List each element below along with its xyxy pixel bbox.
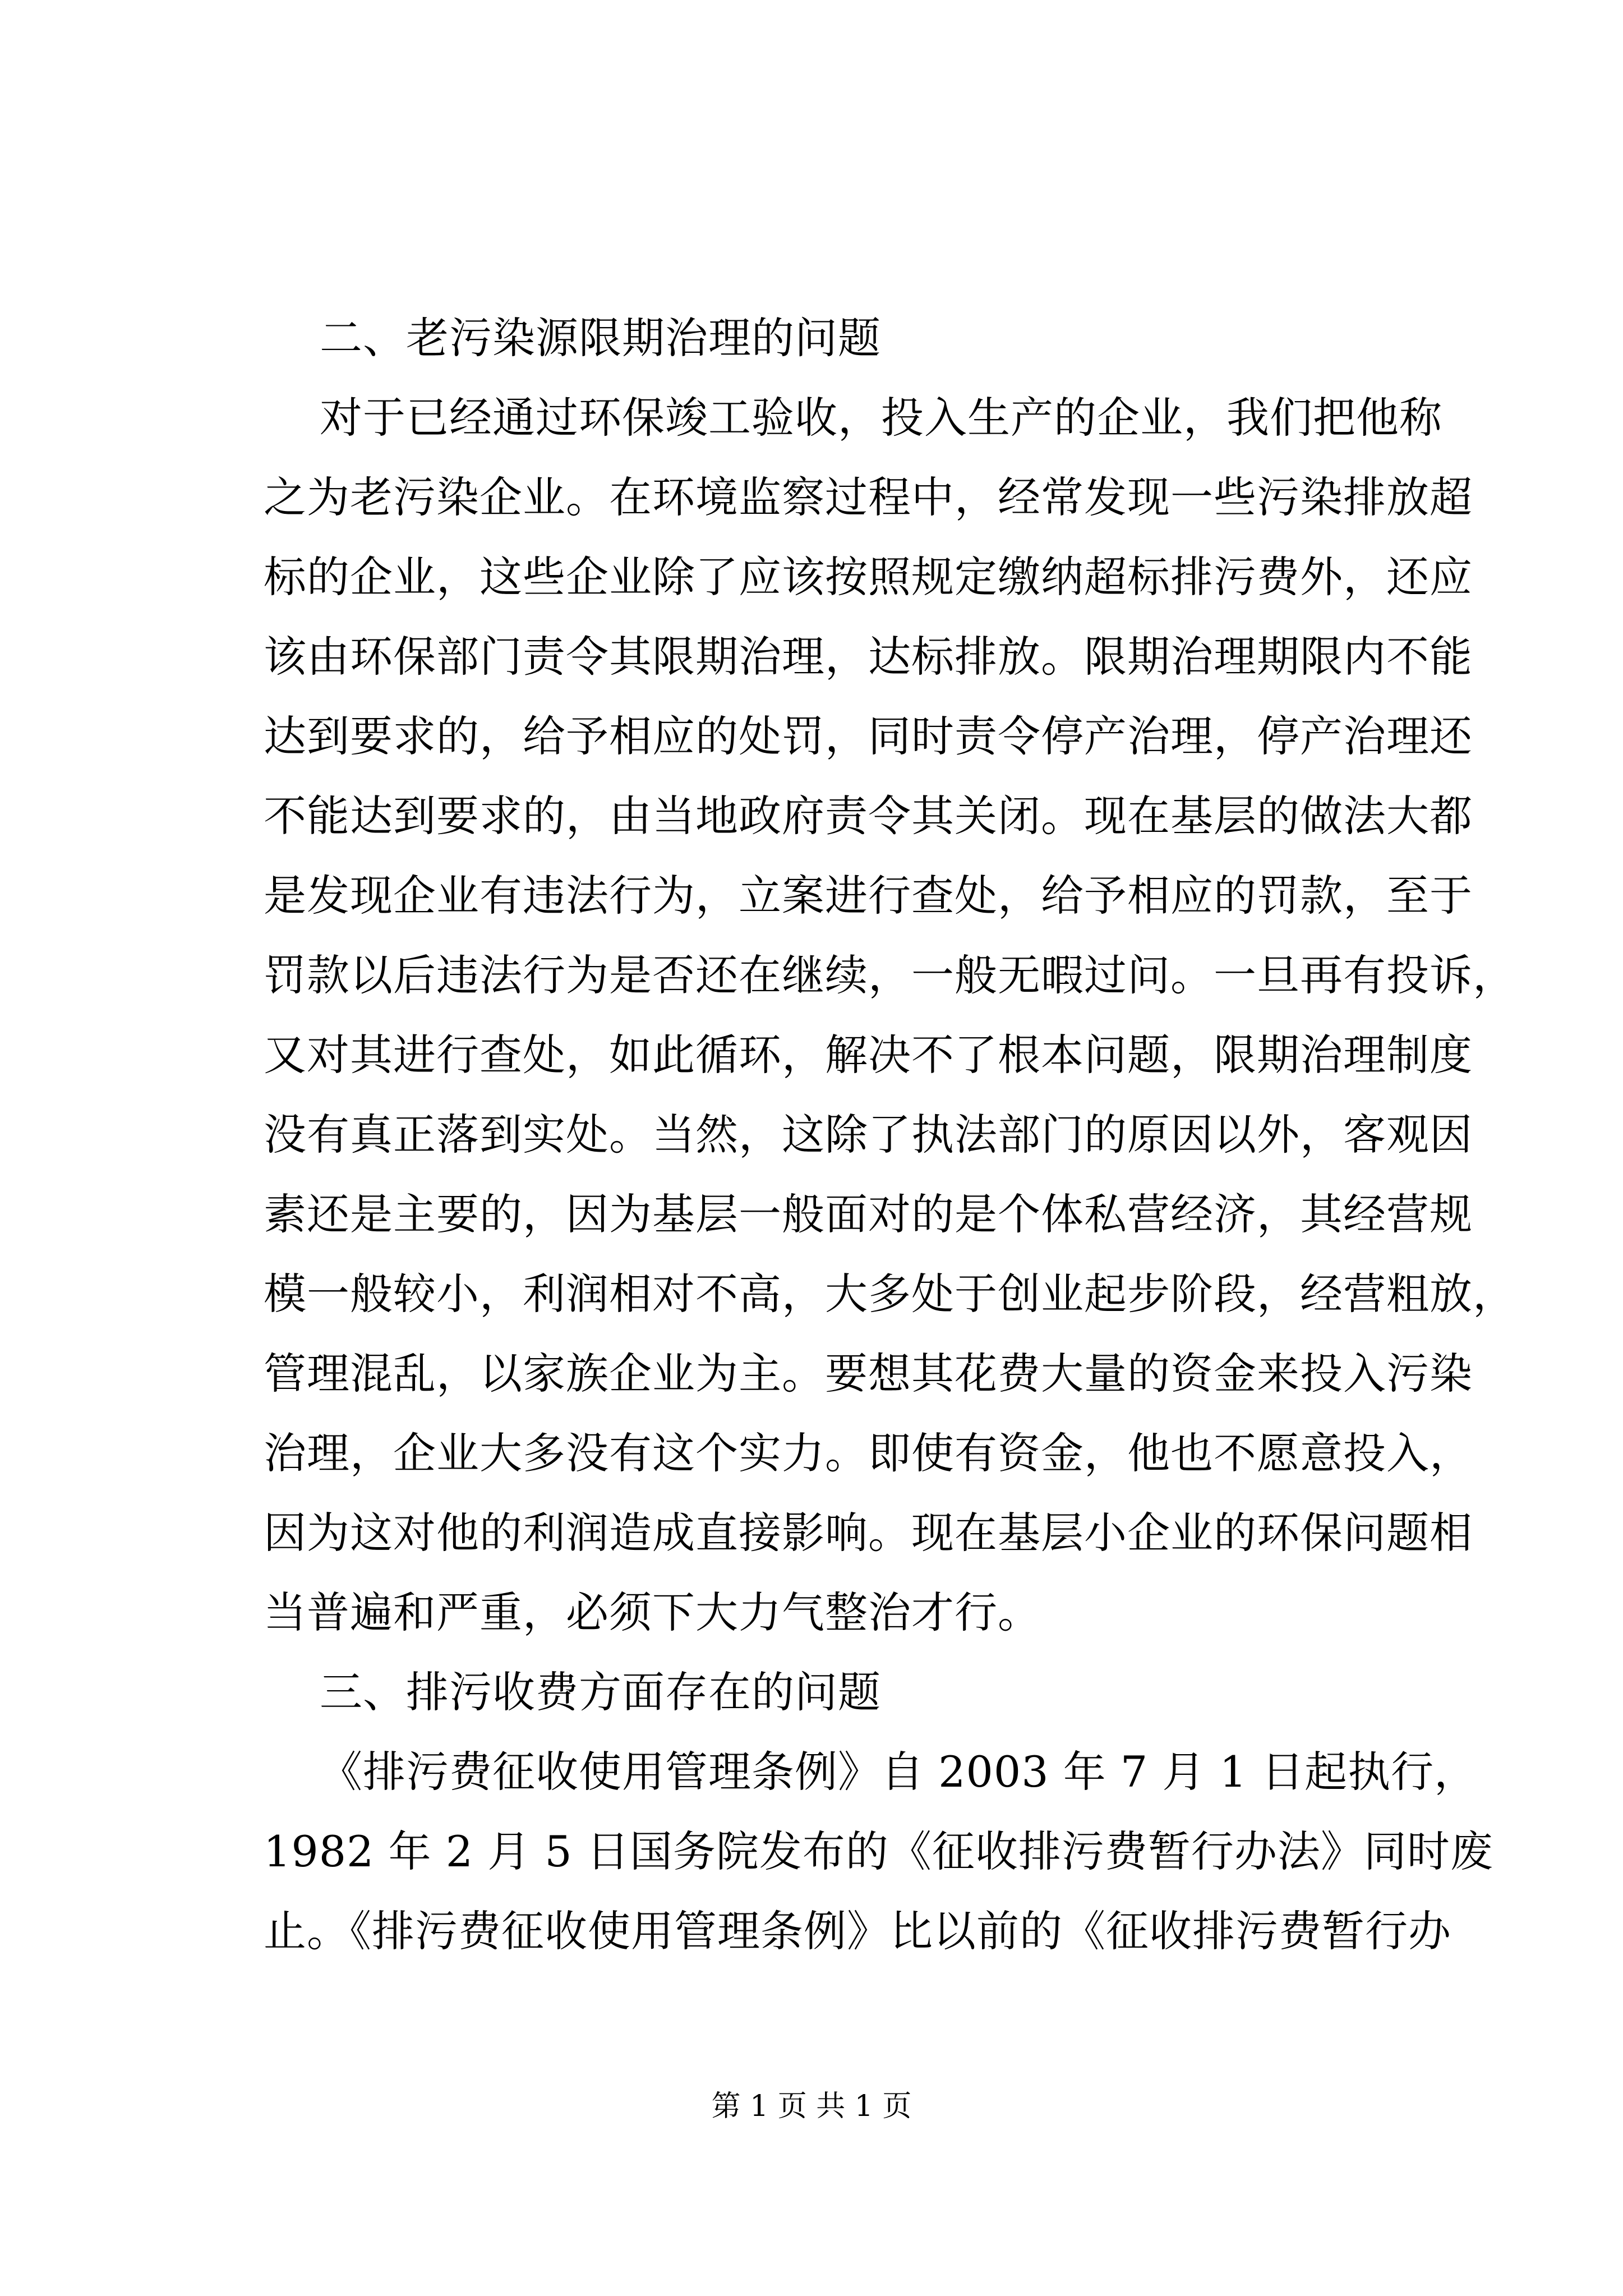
paragraph-line: 素还是主要的，因为基层一般面对的是个体私营经济，其经营规	[264, 1189, 1473, 1239]
paragraph-line: 之为老污染企业。在环境监察过程中，经常发现一些污染排放超	[264, 472, 1473, 522]
paragraph-line: 罚款以后违法行为是否还在继续，一般无暇过问。一旦再有投诉，	[264, 950, 1516, 1000]
section-heading-2: 二、老污染源限期治理的问题	[320, 313, 881, 363]
paragraph-line: 不能达到要求的，由当地政府责令其关闭。现在基层的做法大都	[264, 791, 1473, 841]
paragraph-line: 标的企业，这些企业除了应该按照规定缴纳超标排污费外，还应	[264, 552, 1473, 602]
paragraph-line: 治理，企业大多没有这个实力。即使有资金，他也不愿意投入，	[264, 1428, 1473, 1478]
page-number-footer: 第 1 页 共 1 页	[711, 2090, 912, 2123]
paragraph-line: 该由环保部门责令其限期治理，达标排放。限期治理期限内不能	[264, 632, 1473, 682]
paragraph-line: 对于已经通过环保竣工验收，投入生产的企业，我们把他称	[320, 393, 1442, 443]
paragraph-line: 止。《排污费征收使用管理条例》比以前的《征收排污费暂行办	[264, 1906, 1451, 1956]
paragraph-line: 当普遍和严重，必须下大力气整治才行。	[264, 1588, 1041, 1637]
section-heading-3: 三、排污收费方面存在的问题	[320, 1667, 881, 1717]
paragraph-line: 1982 年 2 月 5 日国务院发布的《征收排污费暂行办法》同时废	[264, 1826, 1493, 1876]
paragraph-line: 达到要求的，给予相应的处罚，同时责令停产治理，停产治理还	[264, 711, 1473, 761]
paragraph-line: 因为这对他的利润造成直接影响。现在基层小企业的环保问题相	[264, 1508, 1473, 1558]
paragraph-line: 又对其进行查处，如此循环，解决不了根本问题，限期治理制度	[264, 1030, 1473, 1080]
paragraph-line: 模一般较小，利润相对不高，大多处于创业起步阶段，经营粗放，	[264, 1269, 1516, 1319]
paragraph-line: 是发现企业有违法行为，立案进行查处，给予相应的罚款，至于	[264, 871, 1473, 921]
paragraph-line: 《排污费征收使用管理条例》自 2003 年 7 月 1 日起执行，	[320, 1747, 1478, 1797]
paragraph-line: 管理混乱，以家族企业为主。要想其花费大量的资金来投入污染	[264, 1349, 1473, 1398]
paragraph-line: 没有真正落到实处。当然，这除了执法部门的原因以外，客观因	[264, 1110, 1473, 1159]
